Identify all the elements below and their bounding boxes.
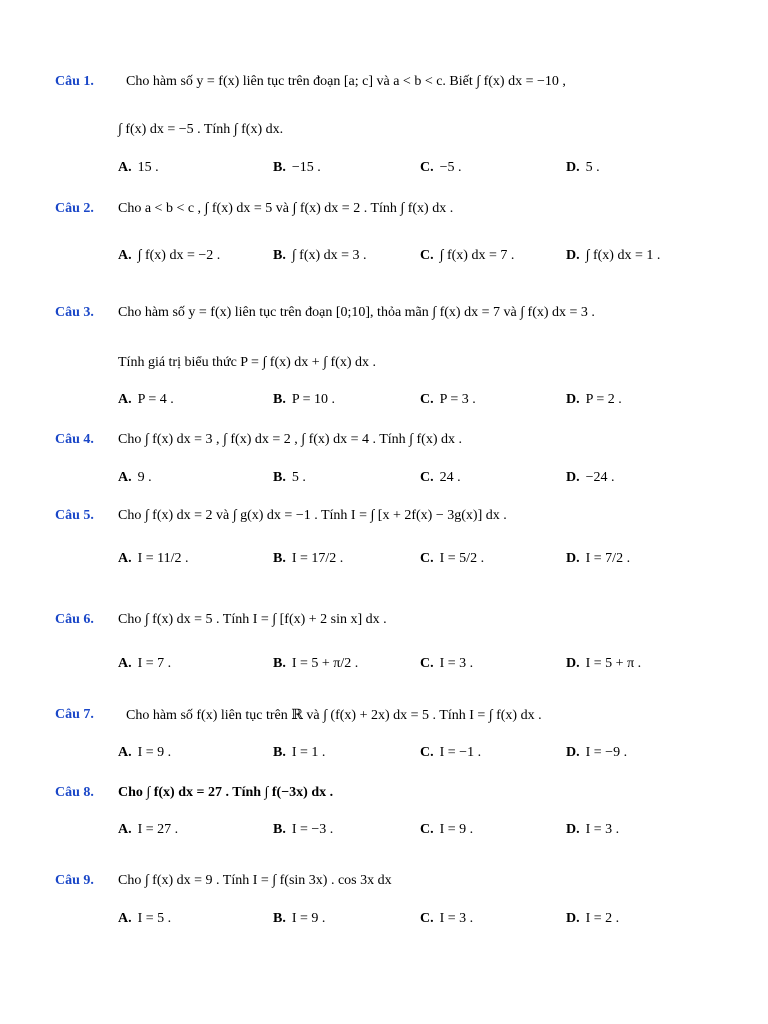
answer-c[interactable]: C. 24 . xyxy=(420,470,461,485)
answer-b[interactable]: B. I = 17/2 . xyxy=(273,551,344,566)
question-label: Câu 3. xyxy=(55,305,94,320)
answer-c[interactable]: C. ∫ f(x) dx = 7 . xyxy=(420,248,515,263)
answer-c[interactable]: C. I = 9 . xyxy=(420,822,474,837)
answer-b[interactable]: B. I = 5 + π/2 . xyxy=(273,656,359,671)
answer-b[interactable]: B. ∫ f(x) dx = 3 . xyxy=(273,248,367,263)
answer-c[interactable]: C. I = 3 . xyxy=(420,656,474,671)
answer-a[interactable]: A. I = 11/2 . xyxy=(118,551,189,566)
answer-a[interactable]: A. I = 9 . xyxy=(118,745,172,760)
answer-d[interactable]: D. 5 . xyxy=(566,160,600,175)
answer-c[interactable]: C. I = 3 . xyxy=(420,911,474,926)
answer-d[interactable]: D. −24 . xyxy=(566,470,615,485)
answer-b[interactable]: B. 5 . xyxy=(273,470,306,485)
question-label: Câu 4. xyxy=(55,432,94,447)
question-label: Câu 7. xyxy=(55,707,94,722)
answer-d[interactable]: D. I = 3 . xyxy=(566,822,620,837)
answer-a[interactable]: A. 9 . xyxy=(118,470,152,485)
answer-d[interactable]: D. P = 2 . xyxy=(566,392,622,407)
answer-c[interactable]: C. I = −1 . xyxy=(420,745,482,760)
question-label: Câu 1. xyxy=(55,74,94,89)
answer-d[interactable]: D. I = 7/2 . xyxy=(566,551,631,566)
answer-b[interactable]: B. I = −3 . xyxy=(273,822,334,837)
answer-b[interactable]: B. I = 1 . xyxy=(273,745,326,760)
question-label: Câu 9. xyxy=(55,873,94,888)
answer-a[interactable]: A. P = 4 . xyxy=(118,392,174,407)
question-text: Cho hàm số f(x) liên tục trên ℝ và ∫ (f(x) + 2x) dx = 5 . Tính I = ∫ f(x) dx . xyxy=(126,708,542,723)
answer-b[interactable]: B. I = 9 . xyxy=(273,911,326,926)
question-text: Cho hàm số y = f(x) liên tục trên đoạn [a; c] và a < b < c. Biết ∫ f(x) dx = −10 , xyxy=(126,74,566,89)
question-text: Cho ∫ f(x) dx = 5 . Tính I = ∫ [f(x) + 2 sin x] dx . xyxy=(118,612,387,627)
answer-a[interactable]: A. ∫ f(x) dx = −2 . xyxy=(118,248,221,263)
answer-a[interactable]: A. I = 7 . xyxy=(118,656,172,671)
answer-a[interactable]: A. 15 . xyxy=(118,160,159,175)
answer-d[interactable]: D. I = −9 . xyxy=(566,745,628,760)
question-text: Cho ∫ f(x) dx = 2 và ∫ g(x) dx = −1 . Tính I = ∫ [x + 2f(x) − 3g(x)] dx . xyxy=(118,508,507,523)
question-label: Câu 6. xyxy=(55,612,94,627)
question-label: Câu 5. xyxy=(55,508,94,523)
question-label: Câu 2. xyxy=(55,201,94,216)
question-text: ∫ f(x) dx = −5 . Tính ∫ f(x) dx. xyxy=(118,122,284,137)
answer-c[interactable]: C. −5 . xyxy=(420,160,462,175)
question-text: Tính giá trị biểu thức P = ∫ f(x) dx + ∫ f(x) dx . xyxy=(118,355,376,370)
question-text: Cho hàm số y = f(x) liên tục trên đoạn [0;10], thỏa mãn ∫ f(x) dx = 7 và ∫ f(x) dx = 3 . xyxy=(118,305,595,320)
answer-c[interactable]: C. I = 5/2 . xyxy=(420,551,485,566)
question-text: Cho ∫ f(x) dx = 9 . Tính I = ∫ f(sin 3x) . cos 3x dx xyxy=(118,873,392,888)
answer-b[interactable]: B. −15 . xyxy=(273,160,321,175)
question-label: Câu 8. xyxy=(55,785,94,800)
answer-b[interactable]: B. P = 10 . xyxy=(273,392,336,407)
answer-a[interactable]: A. I = 5 . xyxy=(118,911,172,926)
question-text: Cho ∫ f(x) dx = 27 . Tính ∫ f(−3x) dx . xyxy=(118,785,334,800)
answer-d[interactable]: D. I = 2 . xyxy=(566,911,620,926)
question-text: Cho a < b < c , ∫ f(x) dx = 5 và ∫ f(x) dx = 2 . Tính ∫ f(x) dx . xyxy=(118,201,454,216)
question-text: Cho ∫ f(x) dx = 3 , ∫ f(x) dx = 2 , ∫ f(x) dx = 4 . Tính ∫ f(x) dx . xyxy=(118,432,462,447)
answer-a[interactable]: A. I = 27 . xyxy=(118,822,179,837)
answer-d[interactable]: D. I = 5 + π . xyxy=(566,656,642,671)
answer-d[interactable]: D. ∫ f(x) dx = 1 . xyxy=(566,248,661,263)
answer-c[interactable]: C. P = 3 . xyxy=(420,392,476,407)
